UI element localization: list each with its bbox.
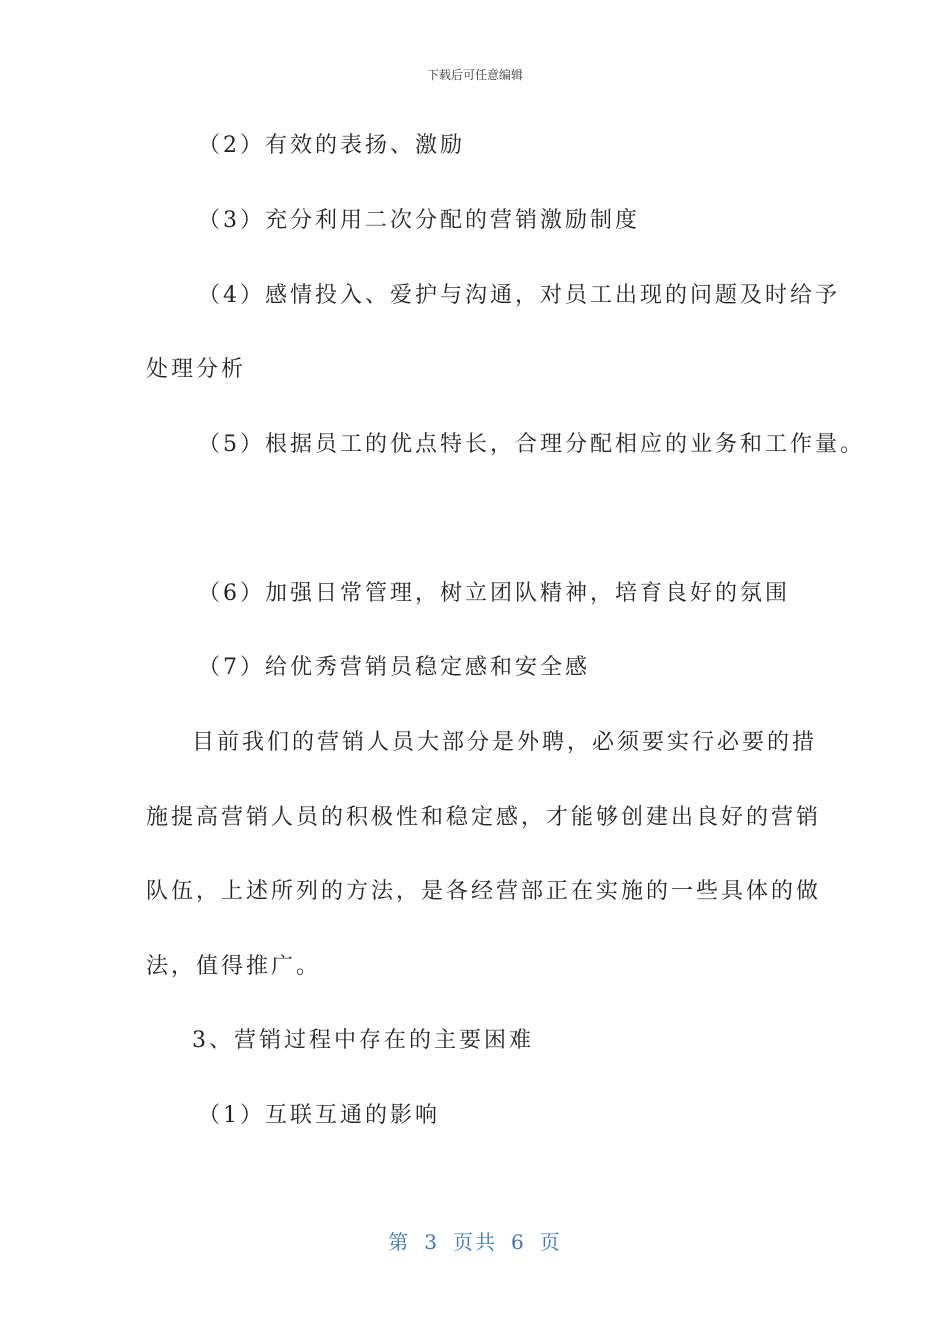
page-mid: 页共 <box>453 1230 497 1254</box>
list-item: （5）根据员工的优点特长，合理分配相应的业务和工作量。 <box>198 432 865 457</box>
page-prefix: 第 <box>388 1230 411 1254</box>
list-item: （7）给优秀营销员稳定感和安全感 <box>198 655 590 680</box>
list-item: （2）有效的表扬、激励 <box>198 133 465 158</box>
header-note: 下载后可任意编辑 <box>426 68 523 82</box>
list-item: （4）感情投入、爱护与沟通，对员工出现的问题及时给予 <box>198 283 840 308</box>
list-item: （3）充分利用二次分配的营销激励制度 <box>198 208 640 233</box>
section-heading: 3、营销过程中存在的主要困难 <box>192 1028 534 1053</box>
page-suffix: 页 <box>539 1230 562 1254</box>
paragraph-line: 法，值得推广。 <box>146 954 322 979</box>
list-item: （1）互联互通的影响 <box>198 1103 440 1128</box>
page-number-footer <box>0 1226 950 1255</box>
paragraph-line: 处理分析 <box>146 357 247 382</box>
paragraph-line: 队伍，上述所列的方法，是各经营部正在实施的一些具体的做 <box>146 879 822 904</box>
list-item: （6）加强日常管理，树立团队精神，培育良好的氛围 <box>198 581 790 606</box>
total-pages: 6 <box>511 1230 526 1254</box>
paragraph-line: 施提高营销人员的积极性和稳定感，才能够创建出良好的营销 <box>146 805 822 830</box>
paragraph-line: 目前我们的营销人员大部分是外聘，必须要实行必要的措 <box>192 730 818 755</box>
current-page: 3 <box>424 1230 439 1254</box>
